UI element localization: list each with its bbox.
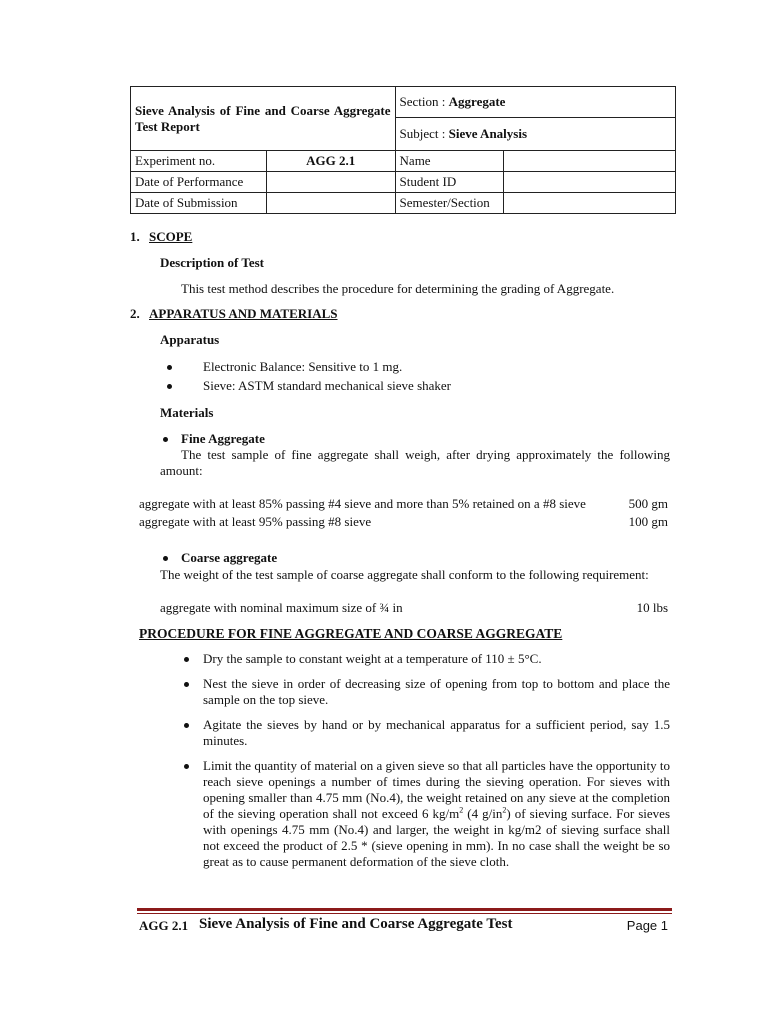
procedure-item: Nest the sieve in order of decreasing size of opening from top to bottom and place the sample on the top sieve. [203, 676, 670, 707]
date-performance-label: Date of Performance [131, 172, 267, 193]
coarse-row-desc: aggregate with nominal maximum size of ¾ in [160, 600, 403, 615]
procedure-item: Agitate the sieves by hand or by mechanical apparatus for a sufficient period, say 1.5 minutes. [203, 717, 670, 748]
procedure-item-text: ) of sieving surface. For sieves with openings 4.75 mm (No.4) and larger, the weight in kg/m2 of sieving surface shall not exceed the product of 2.5 * (sieve opening in mm). In no case shall the weight be so great as to cause permanent deformation of the sieve cloth. [203, 806, 670, 869]
name-value [503, 151, 676, 172]
fine-row-amount: 100 gm [628, 514, 668, 529]
procedure-item-text: Limit the quantity of material on a given sieve so that all particles have the opportunity to reach sieve openings a number of times during the sieving operation. For sieves with opening smaller than 4.75 mm (No.4), the weight retained on any sieve at the completion of the sieving operation shall not exceed 6 kg/m [203, 758, 670, 821]
page-number: Page 1 [626, 918, 668, 933]
superscript: 2 [459, 805, 464, 815]
apparatus-heading: APPARATUS AND MATERIALS [149, 306, 338, 321]
procedure-item [203, 758, 670, 870]
fine-row-amount: 500 gm [628, 496, 668, 511]
scope-sub-heading: Description of Test [160, 255, 264, 270]
apparatus-item: Sieve: ASTM standard mechanical sieve shaker [203, 378, 452, 393]
procedure-item-text: (4 g/in [463, 806, 503, 821]
header-table [130, 86, 676, 214]
section-cell [395, 87, 675, 118]
coarse-row-amount: 10 lbs [636, 600, 668, 615]
name-label: Name [395, 151, 503, 172]
bullet-icon [184, 764, 192, 772]
student-id-label: Student ID [395, 172, 503, 193]
procedure-heading: PROCEDURE FOR FINE AGGREGATE AND COARSE AGGREGATE [139, 626, 563, 641]
bullet-icon [167, 365, 175, 373]
apparatus-item: Electronic Balance: Sensitive to 1 mg. [203, 359, 403, 374]
superscript: 2 [502, 805, 507, 815]
coarse-aggregate-text: The weight of the test sample of coarse aggregate shall conform to the following requirement: [160, 567, 649, 582]
scope-number: 1. [130, 229, 140, 244]
fine-row-desc: aggregate with at least 85% passing #4 sieve and more than 5% retained on a #8 sieve [139, 496, 586, 511]
footer-rule [137, 913, 672, 914]
experiment-value: AGG 2.1 [266, 151, 395, 172]
date-submission-label: Date of Submission [131, 193, 267, 214]
footer-rule [137, 908, 672, 911]
subject-label: Subject : [399, 126, 446, 141]
apparatus-number: 2. [130, 306, 140, 321]
procedure-item: Dry the sample to constant weight at a temperature of 110 ± 5°C. [203, 651, 542, 666]
bullet-icon [163, 437, 171, 445]
semester-section-label: Semester/Section [395, 193, 503, 214]
experiment-label: Experiment no. [131, 151, 267, 172]
date-submission-value [266, 193, 395, 214]
coarse-aggregate-heading: Coarse aggregate [181, 550, 278, 565]
scope-heading: SCOPE [149, 229, 193, 244]
semester-section-value [503, 193, 676, 214]
apparatus-sub-heading: Apparatus [160, 332, 220, 347]
bullet-icon [184, 723, 192, 731]
bullet-icon [184, 682, 192, 690]
footer-title: Sieve Analysis of Fine and Coarse Aggregate Test [199, 916, 513, 932]
subject-cell [395, 118, 675, 151]
fine-aggregate-text: The test sample of fine aggregate shall weigh, after drying approximately the following amount: [160, 447, 670, 478]
fine-aggregate-heading: Fine Aggregate [181, 431, 265, 446]
section-value: Aggregate [448, 94, 506, 109]
subject-value: Sieve Analysis [448, 126, 528, 141]
section-label: Section : [399, 94, 446, 109]
footer-code: AGG 2.1 [139, 918, 189, 933]
materials-heading: Materials [160, 405, 214, 420]
scope-text: This test method describes the procedure for determining the grading of Aggregate. [181, 281, 615, 296]
bullet-icon [163, 556, 171, 564]
fine-row-desc: aggregate with at least 95% passing #8 sieve [139, 514, 372, 529]
date-performance-value [266, 172, 395, 193]
bullet-icon [184, 657, 192, 665]
bullet-icon [167, 384, 175, 392]
student-id-value [503, 172, 676, 193]
report-title: Sieve Analysis of Fine and Coarse Aggregate Test Report [131, 87, 396, 151]
